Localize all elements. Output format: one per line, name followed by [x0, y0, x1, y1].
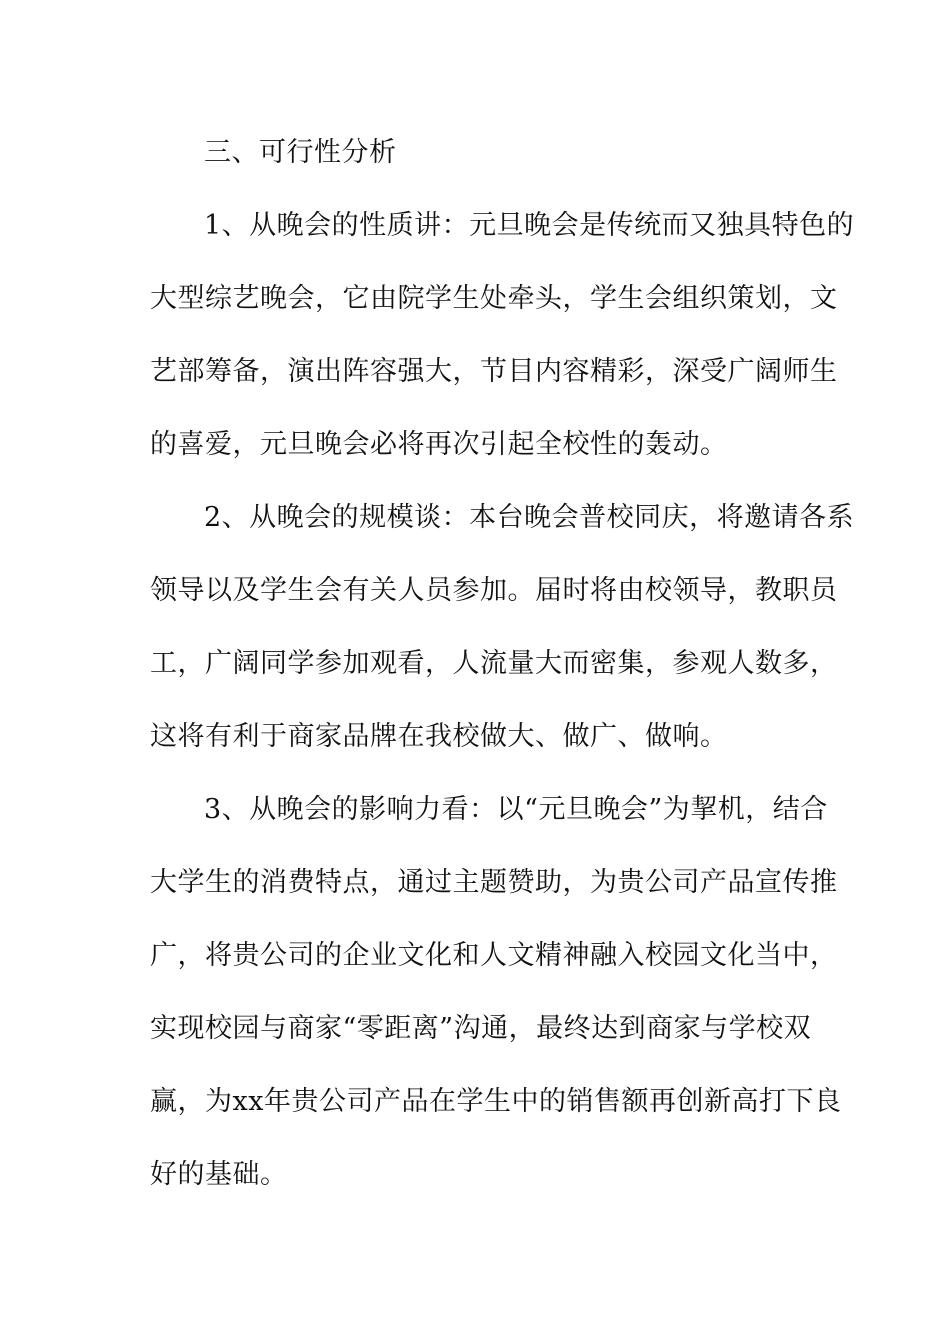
paragraph-line: 工，广阔同学参加观看，人流量大而密集，参观人数多，	[150, 648, 838, 679]
paragraph-line: 这将有利于商家品牌在我校做大、做广、做响。	[150, 721, 728, 752]
paragraph-2	[150, 481, 855, 773]
paragraph-line: 领导以及学生会有关人员参加。届时将由校领导，教职员	[150, 575, 838, 606]
paragraph-line: 大型综艺晚会，它由院学生处牵头，学生会组织策划，文	[150, 283, 838, 314]
paragraph-line: 实现校园与商家“零距离”沟通，最终达到商家与学校双	[150, 1013, 812, 1044]
section-heading: 三、可行性分析	[204, 137, 397, 168]
paragraph-line: 赢，为xx年贵公司产品在学生中的销售额再创新高打下良	[150, 1086, 842, 1117]
paragraph-line: 大学生的消费特点，通过主题赞助，为贵公司产品宣传推	[150, 867, 838, 898]
paragraph-line: 艺部筹备，演出阵容强大，节目内容精彩，深受广阔师生	[150, 356, 838, 387]
paragraph-line: 2、从晚会的规模谈：本台晚会普校同庆，将邀请各系	[204, 502, 855, 533]
paragraph-line: 的喜爱，元旦晚会必将再次引起全校性的轰动。	[150, 429, 728, 460]
paragraph-1	[150, 189, 855, 481]
paragraph-line: 好的基础。	[150, 1159, 288, 1190]
paragraph-line: 1、从晚会的性质讲：元旦晚会是传统而又独具特色的	[204, 210, 855, 241]
paragraph-3	[150, 773, 842, 1211]
paragraph-line: 广，将贵公司的企业文化和人文精神融入校园文化当中，	[150, 940, 838, 971]
paragraph-line: 3、从晚会的影响力看：以“元旦晚会”为挈机，结合	[204, 794, 828, 825]
